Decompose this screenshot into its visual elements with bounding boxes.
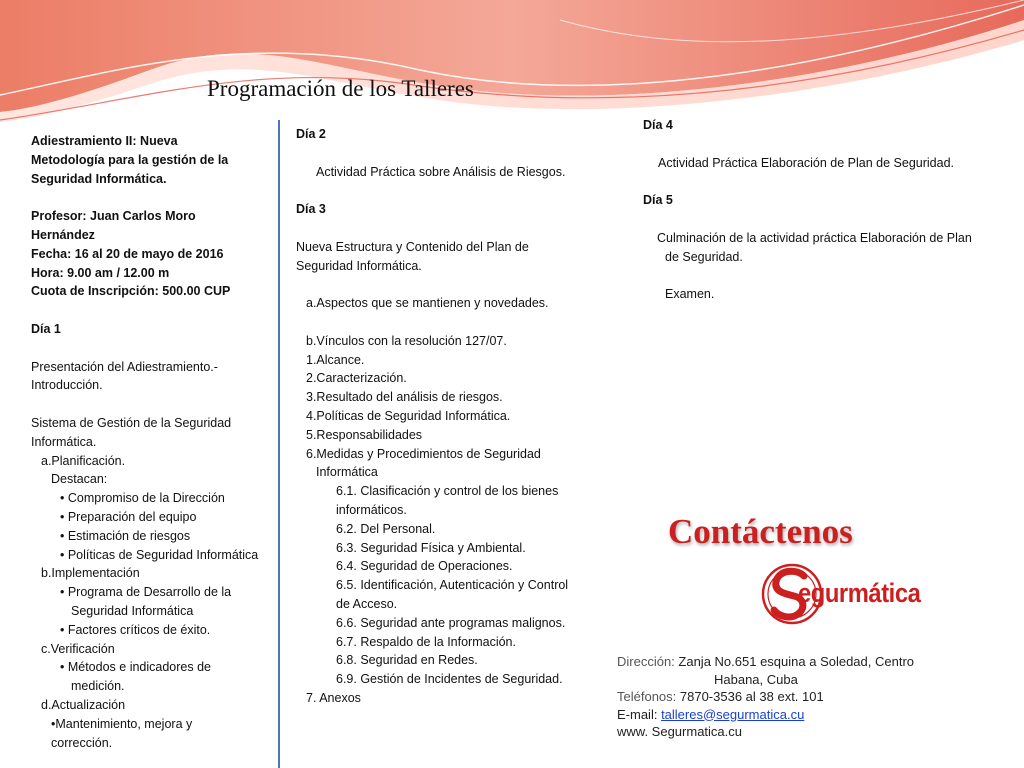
address-line [617, 653, 914, 671]
column-divider [278, 120, 280, 768]
text-line: Seguridad Informática. [296, 258, 422, 273]
section-heading: Día 5 [643, 193, 673, 208]
text-line: Informática. [31, 434, 97, 449]
text-line: 6.7. Respaldo de la Información. [336, 634, 516, 649]
text-line: a.Aspectos que se mantienen y novedades. [306, 296, 549, 311]
email-line [617, 706, 914, 724]
logo-wordmark: egurmática [798, 578, 921, 608]
text-line: a.Planificación. [41, 453, 126, 468]
text-line: d.Actualización [41, 697, 126, 712]
section-heading: Hora: 9.00 am / 12.00 m [31, 265, 170, 280]
text-line: 6.1. Clasificación y control de los bienes [336, 484, 559, 499]
address-value: Zanja No.651 esquina a Soledad, Centro [674, 654, 915, 669]
email-label: E-mail: [617, 706, 662, 722]
spacer [296, 313, 586, 332]
contact-heading: Contáctenos [668, 512, 853, 551]
text-line: 3.Resultado del análisis de riesgos. [306, 390, 503, 405]
text-line: •Mantenimiento, mejora y [51, 716, 193, 731]
text-line: Actividad Práctica sobre Análisis de Riesgos. [316, 164, 566, 179]
text-line: 6.4. Seguridad de Operaciones. [336, 559, 513, 574]
section-heading: Adiestramiento II: Nueva [31, 134, 178, 148]
page-title: Programación de los Talleres [207, 76, 474, 101]
phone-line [617, 688, 914, 706]
text-line: medición. [71, 679, 125, 694]
text-line: 6.3. Seguridad Física y Ambiental. [336, 540, 526, 555]
column-day-2-3 [296, 125, 586, 708]
spacer [296, 181, 586, 200]
column-day-4-5 [643, 116, 1013, 304]
text-line: 6.5. Identificación, Autenticación y Control [336, 578, 569, 593]
spacer [643, 172, 1013, 191]
text-line: 1.Alcance. [306, 352, 365, 367]
website-line: www. Segurmatica.cu [617, 724, 742, 739]
address-city: Habana, Cuba [714, 671, 798, 687]
text-line: Informática [316, 465, 378, 480]
spacer [31, 339, 271, 358]
text-line: 4.Políticas de Seguridad Informática. [306, 408, 511, 423]
text-line: 7. Anexos [306, 690, 361, 705]
section-heading: Día 3 [296, 202, 326, 217]
spacer [643, 266, 1013, 285]
text-line: • Compromiso de la Dirección [60, 491, 225, 506]
text-line: b.Vínculos con la resolución 127/07. [306, 333, 507, 348]
text-line: Destacan: [51, 472, 108, 487]
section-heading: Fecha: 16 al 20 de mayo de 2016 [31, 246, 224, 261]
text-line: • Políticas de Seguridad Informática [60, 547, 259, 562]
phone-label: Teléfonos: [617, 689, 677, 704]
section-heading: Seguridad Informática. [31, 171, 167, 186]
text-line: • Factores críticos de éxito. [60, 622, 211, 637]
text-line: • Preparación del equipo [60, 509, 197, 524]
text-line: Examen. [665, 287, 715, 302]
email-link[interactable]: talleres@segurmatica.cu [661, 706, 805, 722]
text-line: 2.Caracterización. [306, 371, 407, 386]
spacer [31, 395, 271, 414]
text-line: • Estimación de riesgos [60, 528, 191, 543]
column-course-info [31, 132, 271, 752]
spacer [296, 144, 586, 163]
address-label: Dirección: [617, 654, 675, 669]
text-line: Introducción. [31, 378, 103, 393]
text-line: Actividad Práctica Elaboración de Plan de Seguridad. [658, 155, 955, 170]
text-line: • Programa de Desarrollo de la [60, 585, 232, 600]
spacer [31, 301, 271, 320]
spacer [643, 210, 1013, 229]
text-line: Seguridad Informática [71, 603, 194, 618]
text-line: • Métodos e indicadores de [60, 660, 211, 675]
text-line: corrección. [51, 735, 113, 750]
text-line: Presentación del Adiestramiento.- [31, 359, 218, 374]
section-heading: Cuota de Inscripción: 500.00 CUP [31, 284, 231, 299]
spacer [643, 135, 1013, 154]
text-line: de Seguridad. [665, 249, 743, 264]
spacer [296, 275, 586, 294]
text-line: informáticos. [336, 502, 407, 517]
contact-info [617, 653, 914, 741]
section-heading: Día 1 [31, 321, 61, 336]
section-heading: Día 4 [643, 118, 673, 132]
text-line: de Acceso. [336, 596, 398, 611]
text-line: Sistema de Gestión de la Seguridad [31, 415, 232, 430]
section-heading: Día 2 [296, 127, 326, 141]
text-line: Culminación de la actividad práctica Elaboración de Plan [657, 230, 972, 245]
section-heading: Hernández [31, 227, 95, 242]
text-line: 6.8. Seguridad en Redes. [336, 653, 478, 668]
text-line: b.Implementación [41, 566, 140, 581]
header-wave-banner [0, 0, 1024, 130]
text-line: 5.Responsabilidades [306, 427, 423, 442]
text-line: 6.2. Del Personal. [336, 521, 436, 536]
spacer [296, 219, 586, 238]
section-heading: Metodología para la gestión de la [31, 152, 229, 167]
spacer [31, 188, 271, 207]
text-line: 6.6. Seguridad ante programas malignos. [336, 615, 566, 630]
text-line: c.Verificación [41, 641, 115, 656]
text-line: 6.9. Gestión de Incidentes de Seguridad. [336, 672, 563, 687]
phone-value: 7870-3536 al 38 ext. 101 [676, 689, 824, 704]
text-line: Nueva Estructura y Contenido del Plan de [296, 239, 529, 254]
text-line: 6.Medidas y Procedimientos de Seguridad [306, 446, 541, 461]
section-heading: Profesor: Juan Carlos Moro [31, 209, 196, 224]
